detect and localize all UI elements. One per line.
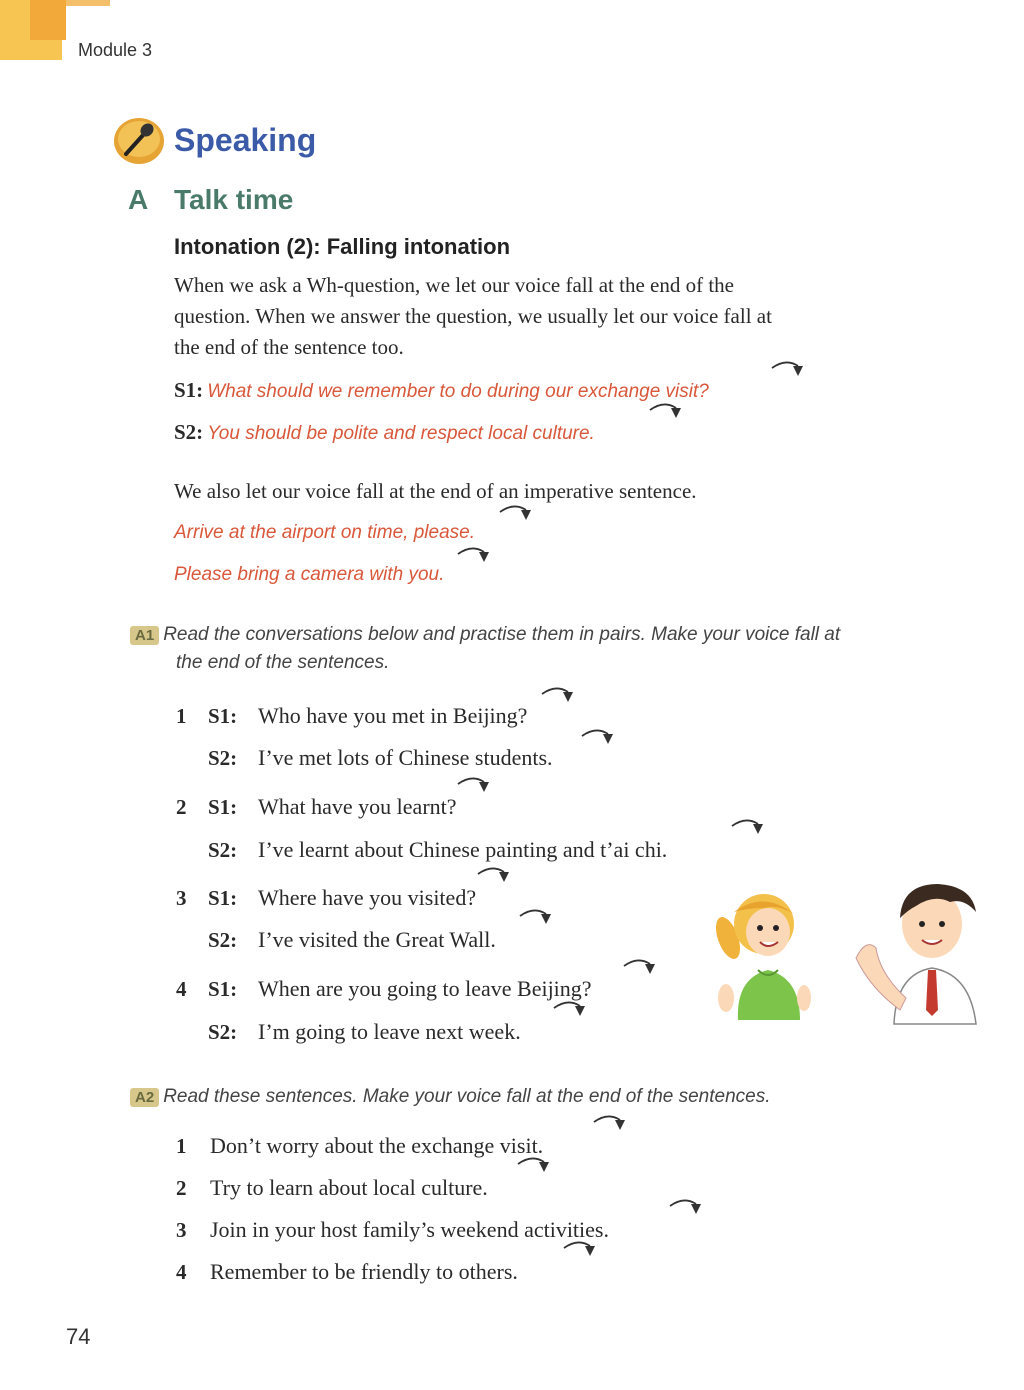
boy-illustration	[846, 878, 992, 1024]
imperative-example-2: Please bring a camera with you.	[174, 564, 445, 585]
falling-intonation-arrow-icon	[516, 1156, 550, 1178]
explanation-line-1: When we ask a Wh-question, we let our voice fall at the end of the	[174, 273, 734, 297]
exercise-badge: A2	[130, 1088, 159, 1107]
falling-intonation-arrow-icon	[456, 546, 490, 568]
explanation-line-3: the end of the sentence too.	[174, 335, 404, 359]
item-number: 3	[176, 886, 187, 910]
speaker-label: S2:	[208, 746, 238, 770]
example-question: What should we remember to do during our exchange visit?	[207, 381, 709, 402]
falling-intonation-arrow-icon	[730, 818, 764, 840]
falling-intonation-arrow-icon	[580, 728, 614, 750]
exercise-a2-instruction	[130, 1086, 771, 1108]
falling-intonation-arrow-icon	[518, 908, 552, 930]
speaker-label: S2:	[208, 838, 238, 862]
microphone-icon	[112, 116, 166, 166]
falling-intonation-arrow-icon	[562, 1240, 596, 1262]
module-label: Module 3	[78, 40, 153, 60]
corner-decoration-accent	[30, 0, 66, 40]
falling-intonation-arrow-icon	[668, 1198, 702, 1220]
explanation-line-2: question. When we answer the question, we usually let our voice fall at	[174, 304, 772, 328]
falling-intonation-arrow-icon	[552, 1000, 586, 1022]
item-number: 4	[176, 1260, 187, 1284]
conversation-answer: I’ve visited the Great Wall.	[258, 927, 496, 952]
speaker-label: S1:	[208, 795, 238, 819]
corner-decoration-stripe	[66, 0, 110, 6]
falling-intonation-arrow-icon	[456, 776, 490, 798]
page-title: Speaking	[174, 122, 317, 158]
instruction-line-1: Read the conversations below and practise them in pairs. Make your voice fall at	[163, 624, 841, 645]
conversation-question: What have you learnt?	[258, 794, 457, 819]
exercise-a1-instruction	[130, 624, 840, 646]
speaker-label: S2:	[174, 420, 204, 444]
conversation-answer: I’m going to leave next week.	[258, 1019, 521, 1044]
speaker-label: S1:	[174, 378, 204, 402]
instruction-line-2: the end of the sentences.	[176, 652, 390, 673]
section-title: Talk time	[174, 184, 294, 215]
falling-intonation-arrow-icon	[476, 866, 510, 888]
conversation-question: Who have you met in Beijing?	[258, 703, 528, 728]
speaker-label: S1:	[208, 886, 238, 910]
conversation-question: Where have you visited?	[258, 885, 477, 910]
conversation-answer: I’ve learnt about Chinese painting and t’ai chi.	[258, 837, 668, 862]
item-number: 1	[176, 1134, 187, 1158]
instruction-text: Read these sentences. Make your voice fall at the end of the sentences.	[163, 1086, 771, 1107]
imperative-explanation: We also let our voice fall at the end of an imperative sentence.	[174, 479, 697, 503]
item-number: 1	[176, 704, 187, 728]
girl-illustration	[708, 886, 812, 1020]
item-number: 2	[176, 1176, 187, 1200]
example-s1	[174, 378, 709, 403]
speaker-label: S1:	[208, 977, 238, 1001]
page-number: 74	[66, 1324, 91, 1349]
conversation-answer: I’ve met lots of Chinese students.	[258, 745, 553, 770]
speaker-label: S1:	[208, 704, 238, 728]
sentence-item: Don’t worry about the exchange visit.	[210, 1133, 544, 1158]
speaker-label: S2:	[208, 1020, 238, 1044]
falling-intonation-arrow-icon	[592, 1114, 626, 1136]
exercise-badge: A1	[130, 626, 159, 645]
falling-intonation-arrow-icon	[770, 360, 804, 382]
item-number: 4	[176, 977, 187, 1001]
item-number: 3	[176, 1218, 187, 1242]
conversation-question: When are you going to leave Beijing?	[258, 976, 592, 1001]
falling-intonation-arrow-icon	[648, 402, 682, 424]
example-s2	[174, 420, 595, 445]
falling-intonation-arrow-icon	[622, 958, 656, 980]
sentence-item: Remember to be friendly to others.	[210, 1259, 518, 1284]
example-answer: You should be polite and respect local culture.	[207, 423, 595, 444]
sentence-item: Try to learn about local culture.	[210, 1175, 488, 1200]
speaker-label: S2:	[208, 928, 238, 952]
intonation-heading: Intonation (2): Falling intonation	[174, 234, 511, 259]
falling-intonation-arrow-icon	[540, 686, 574, 708]
sentence-item: Join in your host family’s weekend activities.	[210, 1217, 609, 1242]
falling-intonation-arrow-icon	[498, 504, 532, 526]
item-number: 2	[176, 795, 187, 819]
imperative-example-1: Arrive at the airport on time, please.	[174, 522, 475, 543]
section-letter: A	[128, 184, 149, 215]
